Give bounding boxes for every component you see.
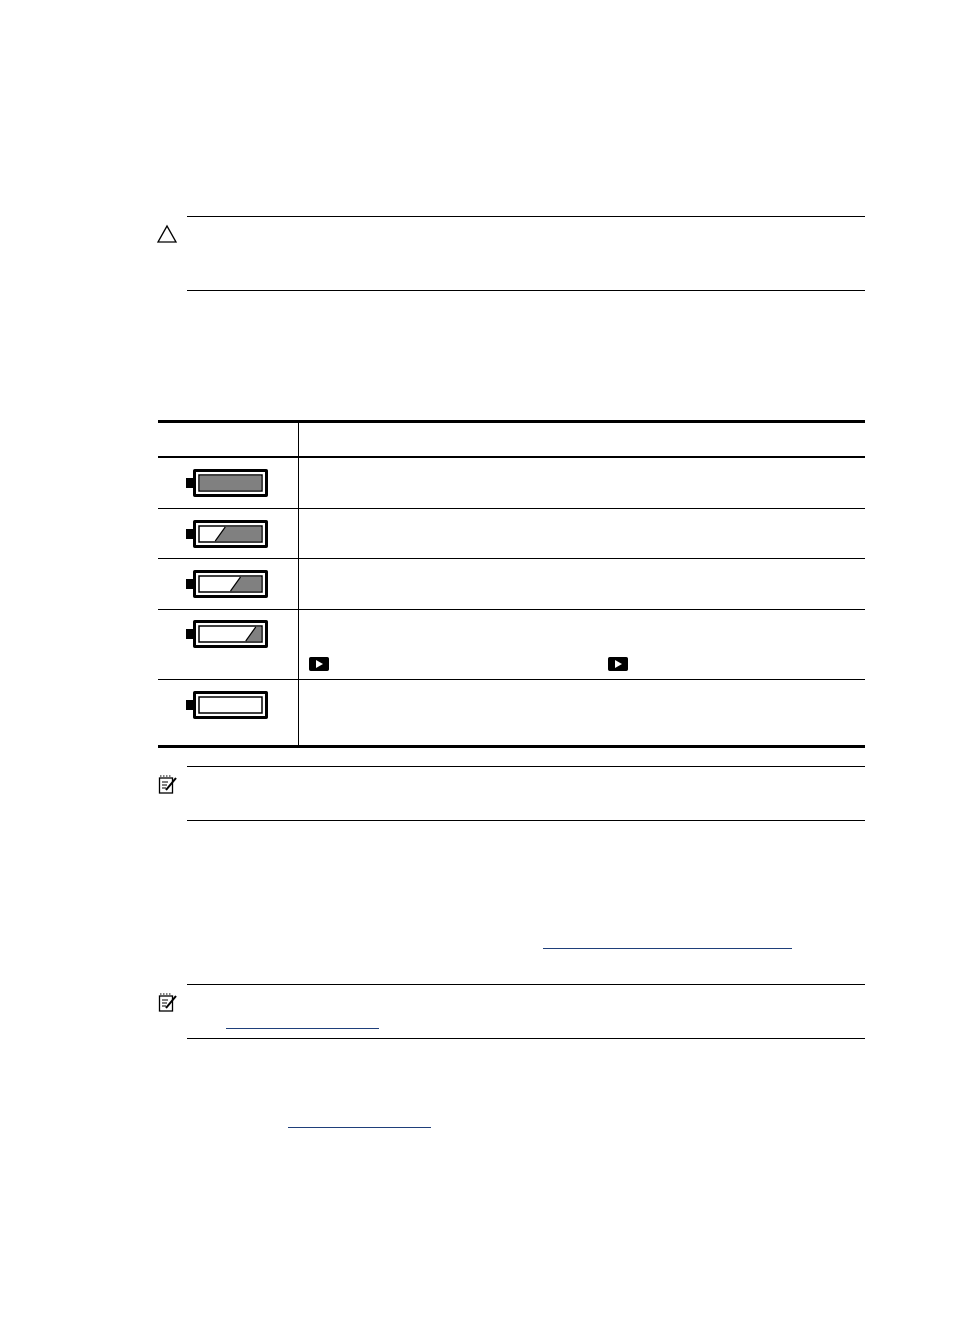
battery-full-icon: [184, 466, 270, 500]
caution-triangle-icon: [156, 224, 178, 244]
battery-half-icon: [184, 567, 270, 601]
playback-icon: [309, 657, 329, 671]
link-underline[interactable]: [226, 1028, 379, 1029]
note-pencil-icon: [158, 775, 178, 795]
table-row-rule: [158, 508, 865, 509]
caution-bottom-rule: [187, 290, 865, 291]
table-row: [184, 617, 270, 651]
table-row: [184, 688, 270, 722]
note-pencil-icon: [158, 993, 178, 1013]
table-column-divider: [298, 423, 299, 745]
link-underline[interactable]: [543, 948, 792, 949]
table-row-rule: [158, 609, 865, 610]
table-top-rule: [158, 420, 865, 423]
table-header-rule: [158, 456, 865, 458]
table-row-rule: [158, 558, 865, 559]
table-row: [184, 466, 270, 500]
table-row-rule: [158, 679, 865, 680]
note-top-rule: [187, 984, 865, 985]
table-row: [184, 517, 270, 551]
table-bottom-rule: [158, 745, 865, 748]
note-top-rule: [187, 766, 865, 767]
note-bottom-rule: [187, 1038, 865, 1039]
battery-three-quarters-icon: [184, 517, 270, 551]
playback-icon: [608, 657, 628, 671]
link-underline[interactable]: [288, 1127, 431, 1128]
table-row: [184, 567, 270, 601]
caution-top-rule: [187, 216, 865, 217]
battery-empty-icon: [184, 688, 270, 722]
note-bottom-rule: [187, 820, 865, 821]
battery-low-icon: [184, 617, 270, 651]
